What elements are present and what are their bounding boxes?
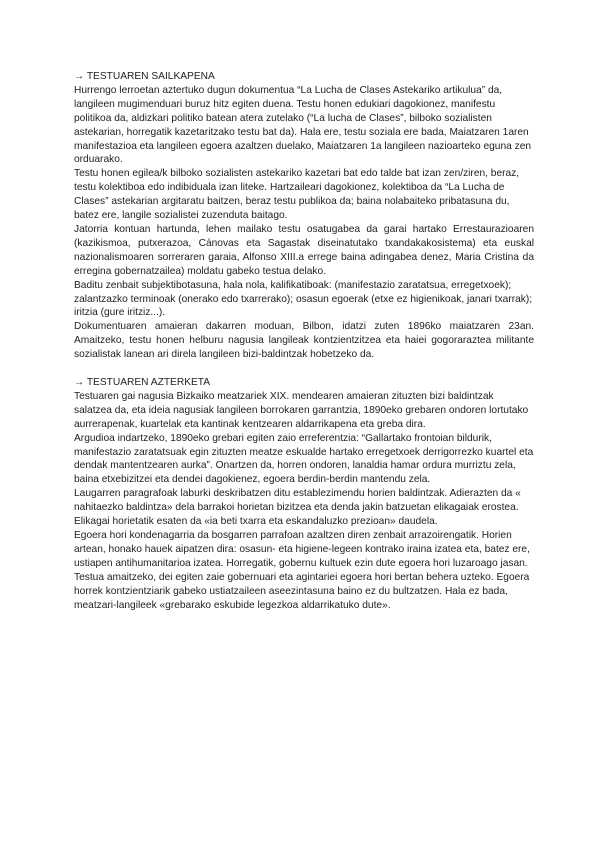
section-title-azterketa: → TESTUAREN AZTERKETA bbox=[74, 377, 211, 389]
paragraph: Jatorria kontuan hartunda, lehen mailako testu osatugabea da garai hartako Errestaurazioaren (kazikismoa, putxerazoa, Cánovas eta Sagastak diseinatutako txandakakosistema) eta euskal nazionalismoaren sorreraren garaia, Alfonso XIII.a errege baina adingabea denez, Maria Cristina da erregina gobernatzailea) moldatu gabeko testua delako. bbox=[74, 223, 534, 277]
document-page bbox=[74, 70, 534, 612]
section-title-sailkapena: → TESTUAREN SAILKAPENA bbox=[74, 71, 215, 82]
paragraph: Egoera hori kondenagarria da bosgarren parrafoan azaltzen diren zenbait arrazoirengatik. Horien artean, honako hauek aipatzen dira: osasun- eta higiene-legeen kontrako iraina izatea eta, batez ere, ustiapen antihumanitarioa izatea. Horregatik, gobernu kultuek ezin dute egoera hori luzaroago jasan. bbox=[74, 530, 530, 569]
paragraph: Testu honen egilea/k bilboko sozialisten astekariko kazetari bat edo talde bat izan zen/ziren, beraz, testu kolektiboa edo indibiduala izan liteke. Hartzaileari dagokionez, kolektiboa da “La Lucha de Clases” astekarian argitaratu baitzen, beraz testu publikoa da; baina nolabaiteko pribatasuna du, batez ere, langile sozialistei zuzenduta baitago. bbox=[74, 168, 520, 222]
paragraph: Dokumentuaren amaieran dakarren moduan, Bilbon, idatzi zuten 1896ko maiatzaren 23an. Amaitzeko, testu honen helburu nagusia langileak kontzientzitzea eta haiei gogoraraztea militante sozialistak lanean ari direla langileen bizi-baldintzak hobetzeko da. bbox=[74, 321, 534, 361]
section-spacer bbox=[74, 362, 534, 376]
paragraph: Hurrengo lerroetan aztertuko dugun dokumentua “La Lucha de Clases Astekariko artikulua” da, langileen mugimenduari buruz hitz egiten duena. Testu honen edukiari dagokionez, manifestu politikoa da, aldizkari politiko batean atera zutelako (“La lucha de Clases”, bilboko sozialisten astekarian, horregatik kazetaritzako testu bat da). Hala ere, testu soziala ere bada, Maiatzaren 1aren manifestazioa eta langileen egoera azaltzen duelako, Maiatzaren 1a langileen nazioarteko eguna zen orduarako. bbox=[74, 84, 532, 166]
paragraph: Argudioa indartzeko, 1890eko grebari egiten zaio erreferentzia: “Gallartako frontoian bildurik, manifestazio zaratatsuak egin zituzten meatze eskualde hartako erregetxoek derrigorrezko kuartel eta dendak mantentzearen aurka”. Onartzen da, horren ondoren, lanaldia hamar ordura murriztu zela, baina etxebizitzei eta dendei dagokienez, egoera berdin-berdin mantendu zela. bbox=[74, 432, 534, 486]
paragraph: Testuaren gai nagusia Bizkaiko meatzariek XIX. mendearen amaieran zituzten bizi baldintzak salatzea da, eta ideia nagusiak langileen borrokaren garrantzia, 1890eko grebaren ondoren lortutako aurrerapenak, kuartelak eta kantinak kentzearen aldarrikapena eta greba dira. bbox=[74, 390, 529, 430]
paragraph: Testua amaitzeko, dei egiten zaie gobernuari eta agintariei egoera hori bertan behera uzteko. Egoera horrek kontzientziarik gabeko ustiatzaileen aseezintasuna baino ez du bultzatzen. Hala ez bada, meatzari-langileek «grebarako eskubide legezkoa aldarrikatuko dute». bbox=[74, 571, 530, 611]
section-classification bbox=[74, 70, 534, 362]
section-analysis bbox=[74, 376, 534, 612]
paragraph: Baditu zenbait subjektibotasuna, hala nola, kalifikatiboak: (manifestazio zaratatsua, erregetxoek); zalantzazko terminoak (onerako edo txarrerako); osasun egoerak (etxe ez higienikoak, janari txarrak); iritzia (gure iritziz...). bbox=[74, 279, 533, 319]
paragraph: Laugarren paragrafoak laburki deskribatzen ditu establezimendu horien baldintzak. Adierazten da « nahitaezko baldintza» dela barrakoi horietan bizitzea eta denda jakin batzuetan elikagaiak erostea. Elikagai horietatik esaten da «ia beti txarra eta eskandaluzko prezioan» daudela. bbox=[74, 488, 521, 528]
